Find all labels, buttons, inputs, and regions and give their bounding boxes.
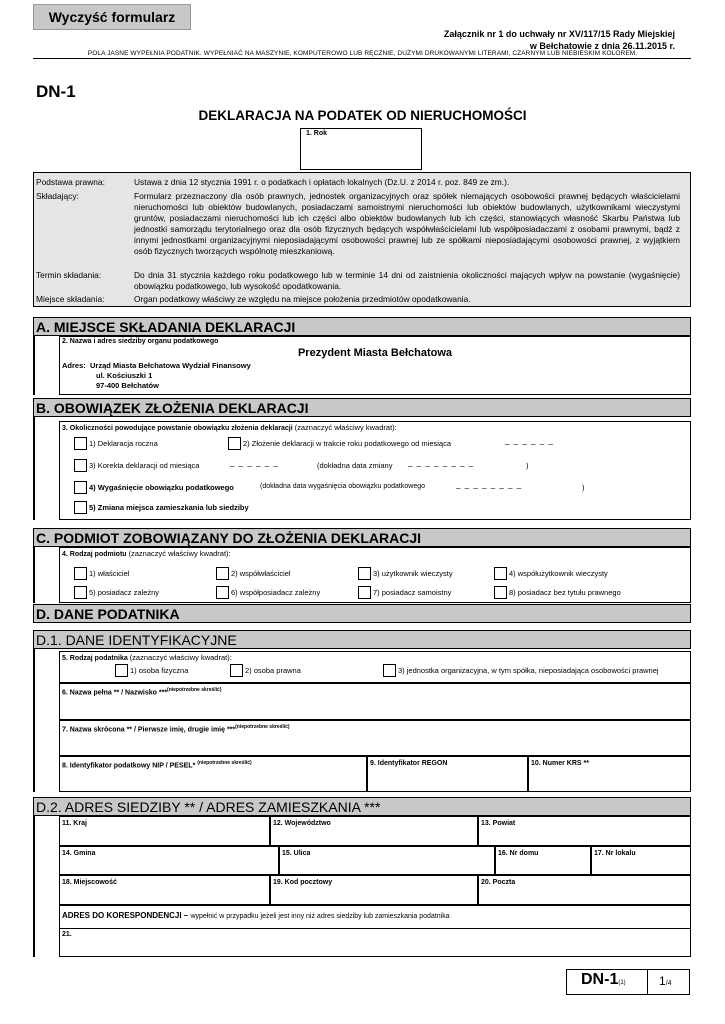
footer-form-code [581, 971, 626, 989]
field-7-label: 7. Nazwa skrócona ** / Pierwsze imię, drugie imię *** [62, 726, 236, 734]
country-field[interactable] [59, 816, 270, 846]
option-during-year: 2) Złożenie deklaracji w trakcie roku podatkowego od miesiąca [243, 439, 452, 448]
year-field[interactable] [300, 128, 422, 170]
annex-line-2: w Bełchatowie z dnia 26.11.2015 r. [529, 41, 675, 51]
voivodeship-field[interactable] [270, 816, 478, 846]
footer-code: DN-1 [581, 971, 619, 988]
house-number-field[interactable] [495, 846, 591, 875]
obligation-box [59, 421, 691, 520]
nip-pesel-field[interactable] [59, 756, 367, 792]
municipality-field[interactable] [59, 846, 279, 875]
section-d1-panel [33, 649, 659, 792]
address-line-3: 97-400 Bełchatów [96, 381, 159, 390]
option-expiry: 4) Wygaśnięcie obowiązku podatkowego [89, 483, 234, 492]
locality-field[interactable] [59, 875, 270, 905]
field-7-note: (niepotrzebne skreślić) [235, 724, 290, 730]
checkbox-during-year[interactable] [228, 437, 241, 450]
correspondence-hint: wypełnić w przypadku jeżeli jest inny niż adres siedziby lub zamieszkania podatnika [190, 913, 450, 920]
clear-form-button[interactable]: Wyczyść formularz [33, 4, 191, 30]
expiry-note-close: ) [582, 483, 585, 492]
field-3-hint: (zaznaczyć właściwy kwadrat): [294, 423, 397, 432]
legal-basis-text: Ustawa z dnia 12 stycznia 1991 r. o podatkach i opłatach lokalnych (Dz.U. z 2014 r. poz. 849 ze zm.). [134, 177, 510, 187]
option-annual-declaration: 1) Deklaracja roczna [89, 439, 158, 448]
fill-instructions: POLA JASNE WYPEŁNIA PODATNIK. WYPEŁNIAĆ NA MASZYNIE, KOMPUTEROWO LUB RĘCZNIE, DUŻYMI DRUKOWANYMI LITERAMI, CZARNYM LUB NIEBIESKIM KOLOREM. [87, 50, 638, 57]
full-name-field[interactable] [59, 683, 691, 720]
apartment-number-field[interactable] [591, 846, 691, 875]
deadline-label: Termin składania: [36, 270, 102, 280]
subject-type-box [59, 547, 691, 603]
address-line-2: ul. Kościuszki 1 [96, 371, 153, 380]
field-8-label: 8. Identyfikator podatkowy NIP / PESEL* [62, 762, 196, 770]
correspondence-address-box [59, 905, 691, 957]
section-b-panel [33, 417, 585, 520]
option-natural-person: 1) osoba fizyczna [130, 666, 189, 675]
footer-code-sub: (1) [618, 980, 626, 986]
section-a-header: A. MIEJSCE SKŁADANIA DEKLARACJI [33, 317, 691, 336]
checkbox-perpetual-user[interactable] [358, 567, 371, 580]
post-office-field[interactable] [478, 875, 691, 905]
option-perpetual-user: 3) użytkownik wieczysty [373, 569, 453, 578]
place-label: Miejsce składania: [36, 294, 105, 304]
checkbox-co-dependent-holder[interactable] [216, 586, 229, 599]
option-holder-without-title: 8) posiadacz bez tytułu prawnego [509, 588, 621, 597]
option-co-perpetual-user: 4) współużytkownik wieczysty [509, 569, 608, 578]
place-text: Organ podatkowy właściwy ze względu na miejsce położenia przedmiotów opodatkowania. [134, 294, 471, 304]
field-13-label: 13. Powiat [481, 820, 516, 827]
address-prefix: Adres: [62, 361, 86, 370]
filer-label: Składający: [36, 191, 79, 201]
checkbox-owner[interactable] [74, 567, 87, 580]
field-3-label: 3. Okoliczności powodujące powstanie obowiązku złożenia deklaracji [62, 425, 293, 432]
correspondence-label: ADRES DO KORESPONDENCJI – [62, 911, 189, 920]
checkbox-annual-declaration[interactable] [74, 437, 87, 450]
page-footer [566, 969, 690, 995]
field-12-label: 12. Województwo [273, 820, 331, 827]
section-c-header: C. PODMIOT ZOBOWIĄZANY DO ZŁOŻENIA DEKLARACJI [33, 528, 691, 547]
address-line-1: Urząd Miasta Bełchatowa Wydział Finansowy [90, 361, 251, 370]
section-d2-panel [33, 816, 636, 957]
annex-reference [444, 28, 675, 52]
form-code: DN-1 [36, 82, 76, 101]
legal-basis-label: Podstawa prawna: [36, 177, 105, 187]
during-year-month-field[interactable]: _ _ _ _ _ _ [505, 436, 554, 445]
checkbox-co-perpetual-user[interactable] [494, 567, 507, 580]
field-14-label: 14. Gmina [62, 850, 96, 857]
organ-name: Prezydent Miasta Bełchatowa [297, 347, 453, 359]
field-4-label: 4. Rodzaj podmiotu [62, 551, 127, 558]
field-11-label: 11. Kraj [62, 820, 87, 827]
field-9-label: 9. Identyfikator REGON [370, 760, 448, 767]
field-6-label: 6. Nazwa pełna ** / Nazwisko *** [62, 689, 168, 697]
option-organizational-unit: 3) jednostka organizacyjna, w tym spółka, nieposiadająca osobowości prawnej [398, 666, 659, 675]
option-address-change: 5) Zmiana miejsca zamieszkania lub siedziby [89, 503, 249, 512]
option-co-owner: 2) współwłaściciel [231, 569, 291, 578]
checkbox-legal-person[interactable] [230, 664, 243, 677]
field-5-label: 5. Rodzaj podatnika [62, 655, 128, 662]
page-title: DEKLARACJA NA PODATEK OD NIERUCHOMOŚCI [198, 108, 527, 123]
expiry-date-field[interactable]: _ _ _ _ _ _ _ _ [456, 480, 523, 489]
field-16-label: 16. Nr domu [498, 850, 539, 857]
field-17-label: 17. Nr lokalu [594, 850, 636, 857]
field-10-label: 10. Numer KRS ** [531, 760, 589, 767]
option-legal-person: 2) osoba prawna [245, 666, 301, 675]
section-d2-header: D.2. ADRES SIEDZIBY ** / ADRES ZAMIESZKANIA *** [33, 797, 691, 816]
legal-info-box [33, 172, 691, 307]
correspondence-address-field[interactable] [60, 928, 690, 956]
field-8-note: (niepotrzebne skreślić) [197, 760, 252, 766]
year-label: 1. Rok [306, 130, 328, 137]
county-field[interactable] [478, 816, 691, 846]
footer-divider [647, 970, 648, 994]
checkbox-holder-without-title[interactable] [494, 586, 507, 599]
checkbox-dependent-holder[interactable] [74, 586, 87, 599]
correction-date-note: (dokładna data zmiany [317, 461, 393, 470]
checkbox-address-change[interactable] [74, 501, 87, 514]
section-b-header: B. OBOWIĄZEK ZŁOŻENIA DEKLARACJI [33, 398, 691, 417]
field-2-label: 2. Nazwa i adres siedziby organu podatkowego [62, 338, 219, 345]
expiry-date-note: (dokładna data wygaśnięcia obowiązku podatkowego [260, 483, 425, 490]
filer-text: Formularz przeznaczony dla osób prawnych, jednostek organizacyjnych oraz spółek niemających osobowości prawnej będących właścicielami nieruchomości lub obiektów budowlanych, posiadaczami samoistnymi nieruchomości lub obiektów budowlanych, użytkownikami wieczystymi gruntów, posiadaczami nieruchomości lub ich części albo obiektów budowlanych lub ich części, stanowiących własność Skarbu Państwa lub jednostki samorządu terytorialnego oraz dla osób fizycznych będących współwłaścicielami lub współposiadaczami z osobami prawnymi, bądź z innymi jednostkami organizacyjnymi nieposiadającymi osobowości prawnej lub ze spółkami nieposiadającymi osobowości prawnej, z wyjątkiem osób fizycznych tworzących wspólnotę mieszkaniową. [134, 191, 680, 256]
page-current: 1 [659, 974, 666, 988]
field-19-label: 19. Kod pocztowy [273, 879, 333, 886]
section-d1-header: D.1. DANE IDENTYFIKACYJNE [33, 630, 691, 649]
annex-line-1: Załącznik nr 1 do uchwały nr XV/117/15 Rady Miejskiej [443, 29, 675, 39]
regon-field[interactable] [367, 756, 528, 792]
checkbox-independent-holder[interactable] [358, 586, 371, 599]
deadline-text: Do dnia 31 stycznia każdego roku podatkowego lub w terminie 14 dni od zaistnienia okoliczności mających wpływ na powstanie (wygaśnięcie) obowiązku podatkowego, lub wysokość opodatkowania. [134, 270, 680, 291]
checkbox-natural-person[interactable] [115, 664, 128, 677]
field-4-hint: (zaznaczyć właściwy kwadrat): [128, 549, 231, 558]
field-20-label: 20. Poczta [481, 879, 516, 886]
option-correction: 3) Korekta deklaracji od miesiąca [89, 461, 200, 470]
checkbox-organizational-unit[interactable] [383, 664, 396, 677]
option-dependent-holder: 5) posiadacz zależny [89, 588, 160, 597]
field-21-label: 21. [62, 931, 72, 938]
page-number [659, 974, 672, 988]
postal-code-field[interactable] [270, 875, 478, 905]
street-field[interactable] [279, 846, 495, 875]
field-18-label: 18. Miejscowość [62, 879, 117, 886]
field-15-label: 15. Ulica [282, 850, 311, 857]
option-independent-holder: 7) posiadacz samoistny [373, 588, 452, 597]
krs-field[interactable] [528, 756, 691, 792]
section-a-panel [33, 336, 453, 395]
checkbox-expiry[interactable] [74, 481, 87, 494]
header-divider [33, 58, 691, 59]
field-5-hint: (zaznaczyć właściwy kwadrat): [129, 653, 232, 662]
organ-address-box [59, 336, 691, 395]
option-co-dependent-holder: 6) współposiadacz zależny [231, 588, 321, 597]
short-name-field[interactable] [59, 720, 691, 756]
correction-date-field[interactable]: _ _ _ _ _ _ _ _ [408, 458, 475, 467]
field-6-note: (niepotrzebne skreślić) [167, 687, 222, 693]
section-d-header: D. DANE PODATNIKA [33, 604, 691, 623]
correction-note-close: ) [526, 461, 529, 470]
section-c-panel [33, 547, 621, 603]
page-total: /4 [665, 980, 672, 987]
checkbox-co-owner[interactable] [216, 567, 229, 580]
correction-month-field[interactable]: _ _ _ _ _ _ [230, 458, 279, 467]
checkbox-correction[interactable] [74, 459, 87, 472]
taxpayer-type-box [59, 651, 691, 683]
option-owner: 1) właściciel [89, 569, 130, 578]
